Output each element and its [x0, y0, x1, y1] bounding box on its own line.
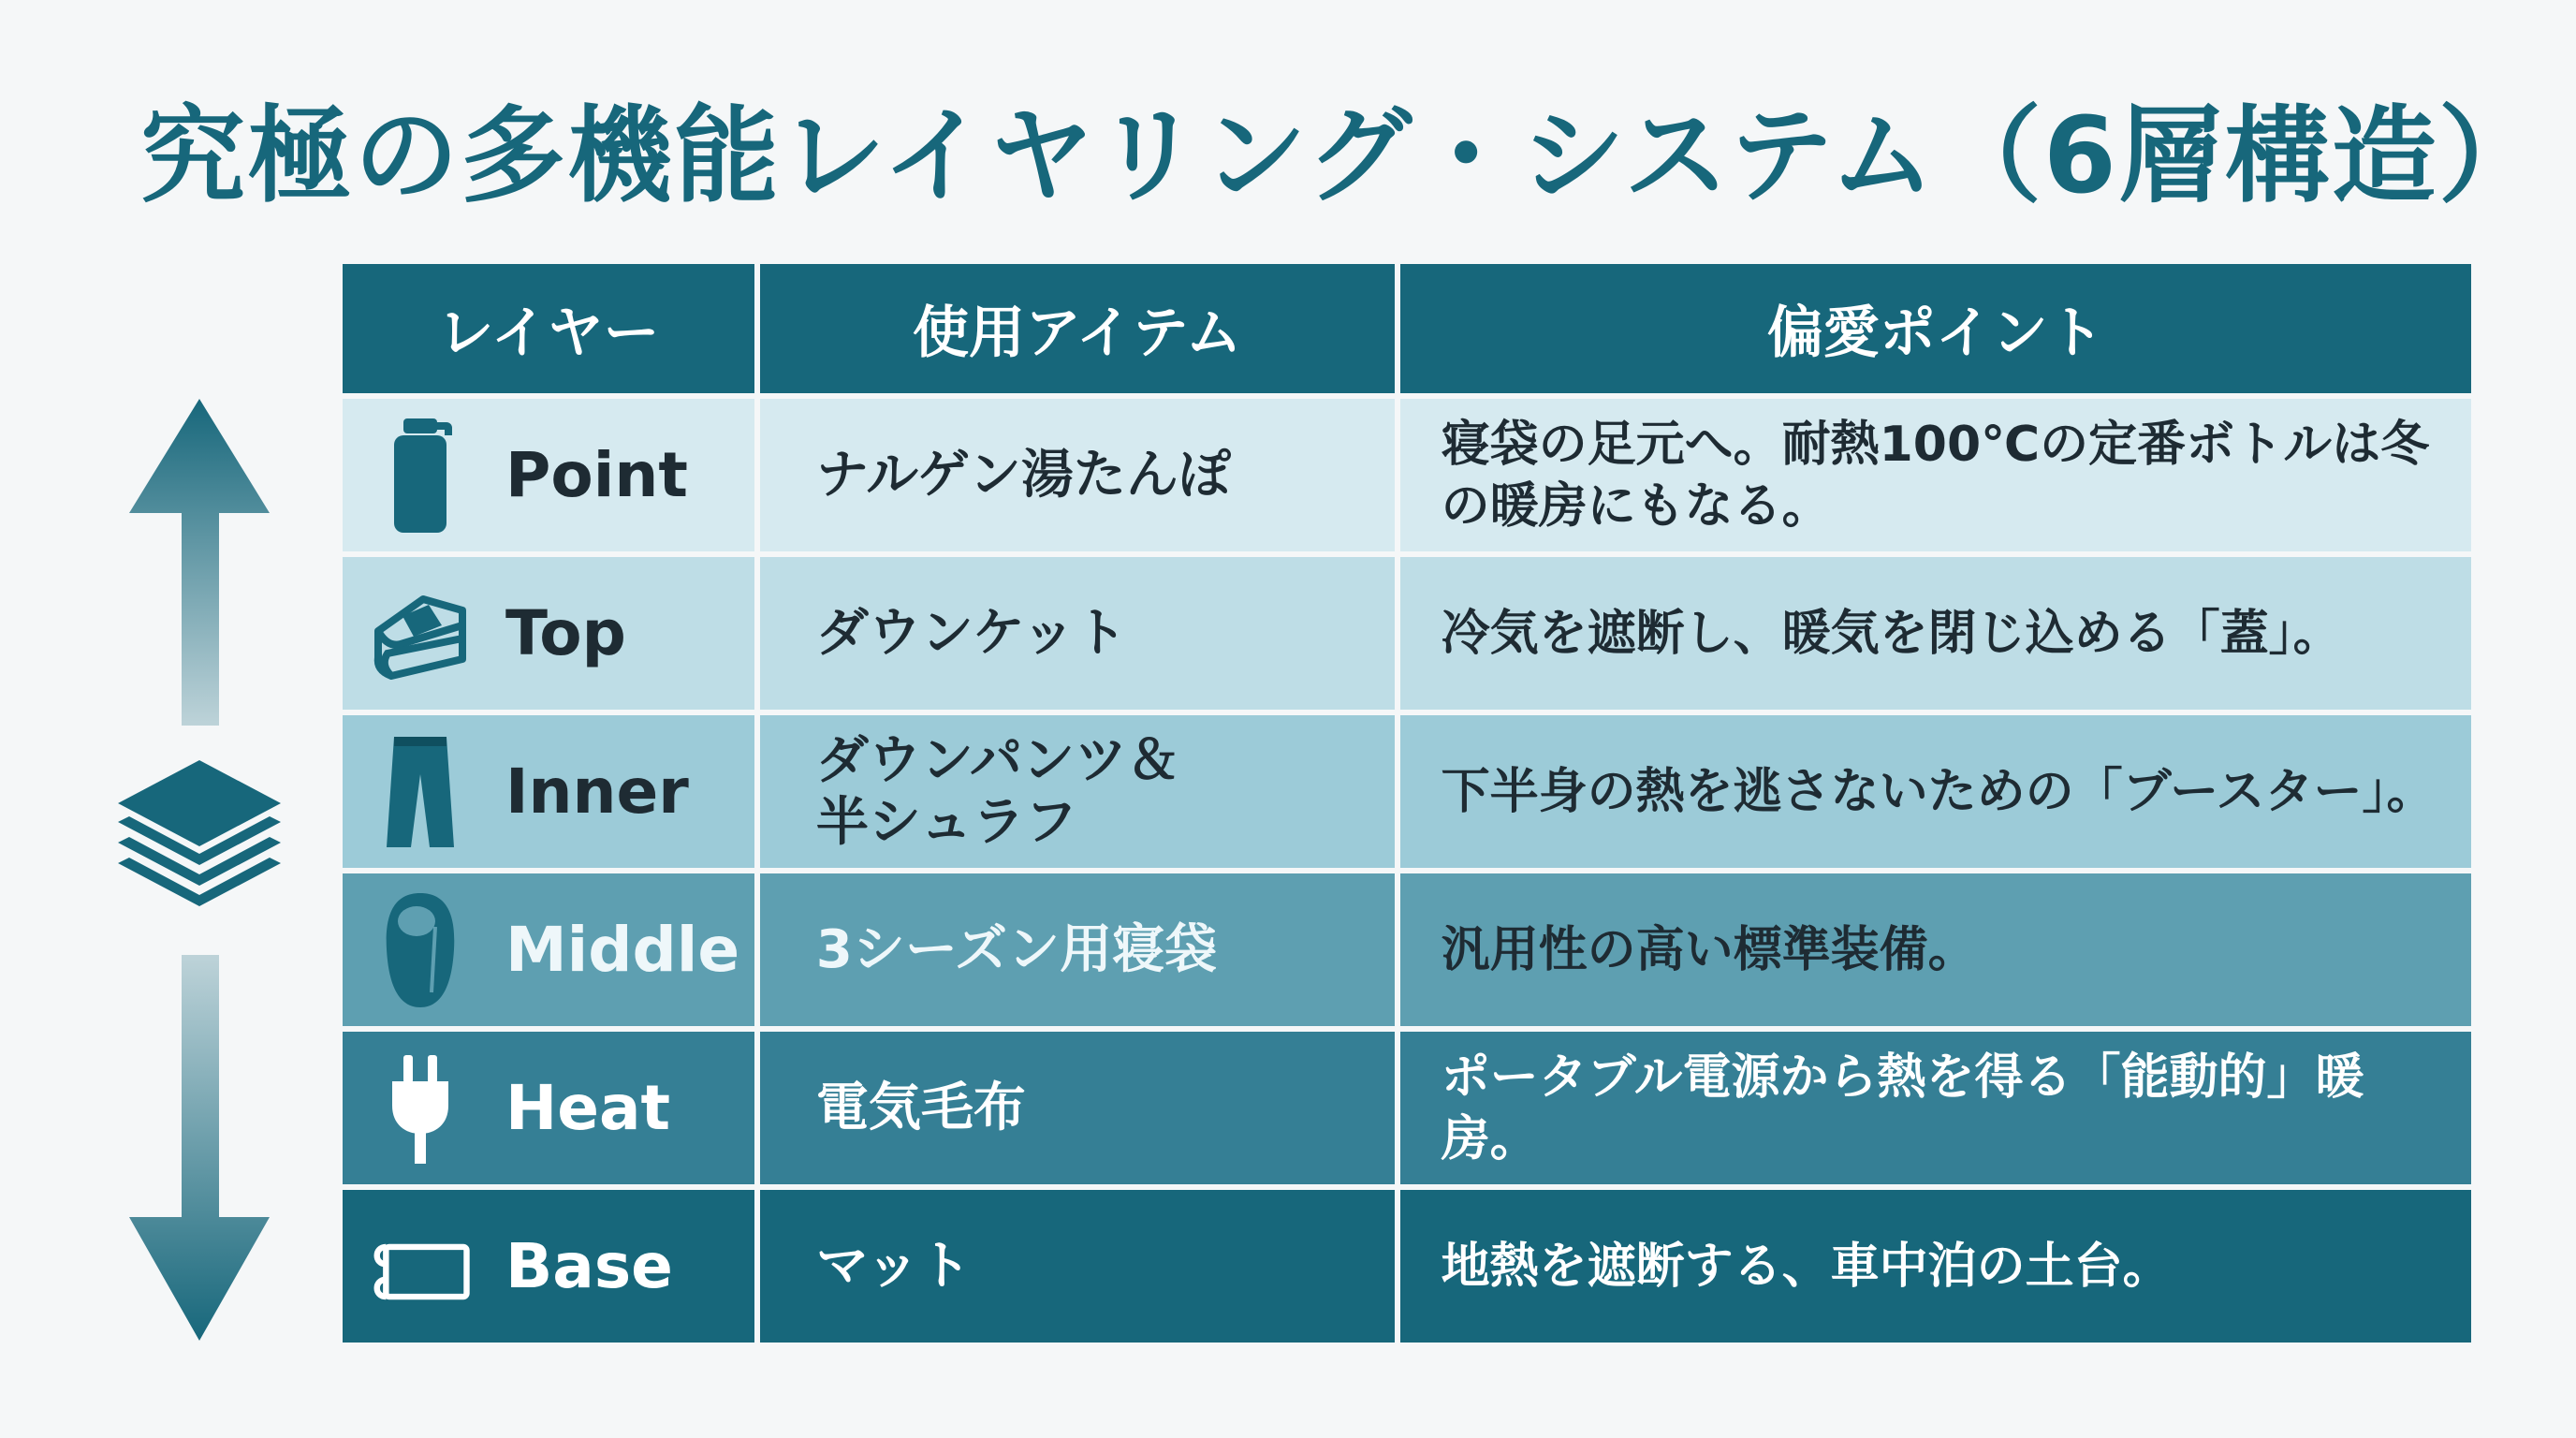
point-text: 下半身の熱を逃さないための「ブースター」。	[1441, 763, 2436, 820]
item-text: ダウンケット	[815, 602, 1128, 664]
layer-name: Heat	[505, 1072, 671, 1144]
sleeping-bag-icon	[369, 889, 472, 1011]
point-text: ポータブル電源から熱を得る「能動的」暖房。	[1441, 1049, 2364, 1167]
layer-cell	[343, 873, 754, 1026]
layer-name: Middle	[505, 914, 740, 986]
plug-icon	[369, 1048, 472, 1169]
table-row	[343, 1190, 2471, 1343]
water-bottle-icon	[369, 415, 472, 536]
pants-icon	[369, 731, 472, 853]
item-text: ダウンパンツ＆ 半シュラフ	[815, 729, 1180, 853]
header-point: 偏愛ポイント	[1400, 264, 2471, 393]
table-row	[343, 399, 2471, 551]
item-cell	[760, 399, 1395, 551]
layer-cell	[343, 557, 754, 710]
item-text: マット	[815, 1235, 972, 1297]
point-cell	[1400, 873, 2471, 1026]
point-cell	[1400, 399, 2471, 551]
header-item: 使用アイテム	[760, 264, 1395, 393]
double-arrow-layers-icon	[103, 393, 290, 1348]
table-row	[343, 715, 2471, 868]
item-cell	[760, 715, 1395, 868]
item-cell	[760, 1190, 1395, 1343]
layer-name: Top	[505, 597, 626, 669]
item-text: 電気毛布	[815, 1077, 1026, 1138]
point-cell	[1400, 715, 2471, 868]
point-text: 冷気を遮断し、暖気を閉じ込める「蓋」。	[1441, 605, 2342, 662]
layer-name: Point	[505, 439, 688, 511]
point-text: 汎用性の高い標準装備。	[1441, 921, 1977, 978]
item-cell	[760, 873, 1395, 1026]
point-cell	[1400, 557, 2471, 710]
header-layer: レイヤー	[343, 264, 754, 393]
item-text: ナルゲン湯たんぽ	[815, 444, 1231, 506]
layer-direction-arrows	[103, 393, 290, 1348]
layer-table	[337, 258, 2477, 1348]
blanket-icon	[369, 573, 472, 695]
layer-cell	[343, 1032, 754, 1184]
item-cell	[760, 557, 1395, 710]
layer-cell	[343, 715, 754, 868]
item-cell	[760, 1032, 1395, 1184]
mat-icon	[369, 1206, 472, 1328]
table-row	[343, 873, 2471, 1026]
point-text: 寝袋の足元へ。耐熱100℃の定番ボトルは冬の暖房にもなる。	[1441, 416, 2430, 535]
layer-name: Base	[505, 1230, 673, 1302]
table-row	[343, 557, 2471, 710]
point-cell	[1400, 1190, 2471, 1343]
table-header-row	[343, 264, 2471, 393]
layer-cell	[343, 399, 754, 551]
layer-name: Inner	[505, 756, 689, 828]
page-title: 究極の多機能レイヤリング・システム（6層構造）	[140, 95, 2545, 217]
point-text: 地熱を遮断する、車中泊の土台。	[1441, 1238, 2172, 1295]
point-cell	[1400, 1032, 2471, 1184]
table-row	[343, 1032, 2471, 1184]
layer-cell	[343, 1190, 754, 1343]
item-text: 3シーズン用寝袋	[815, 918, 1218, 980]
